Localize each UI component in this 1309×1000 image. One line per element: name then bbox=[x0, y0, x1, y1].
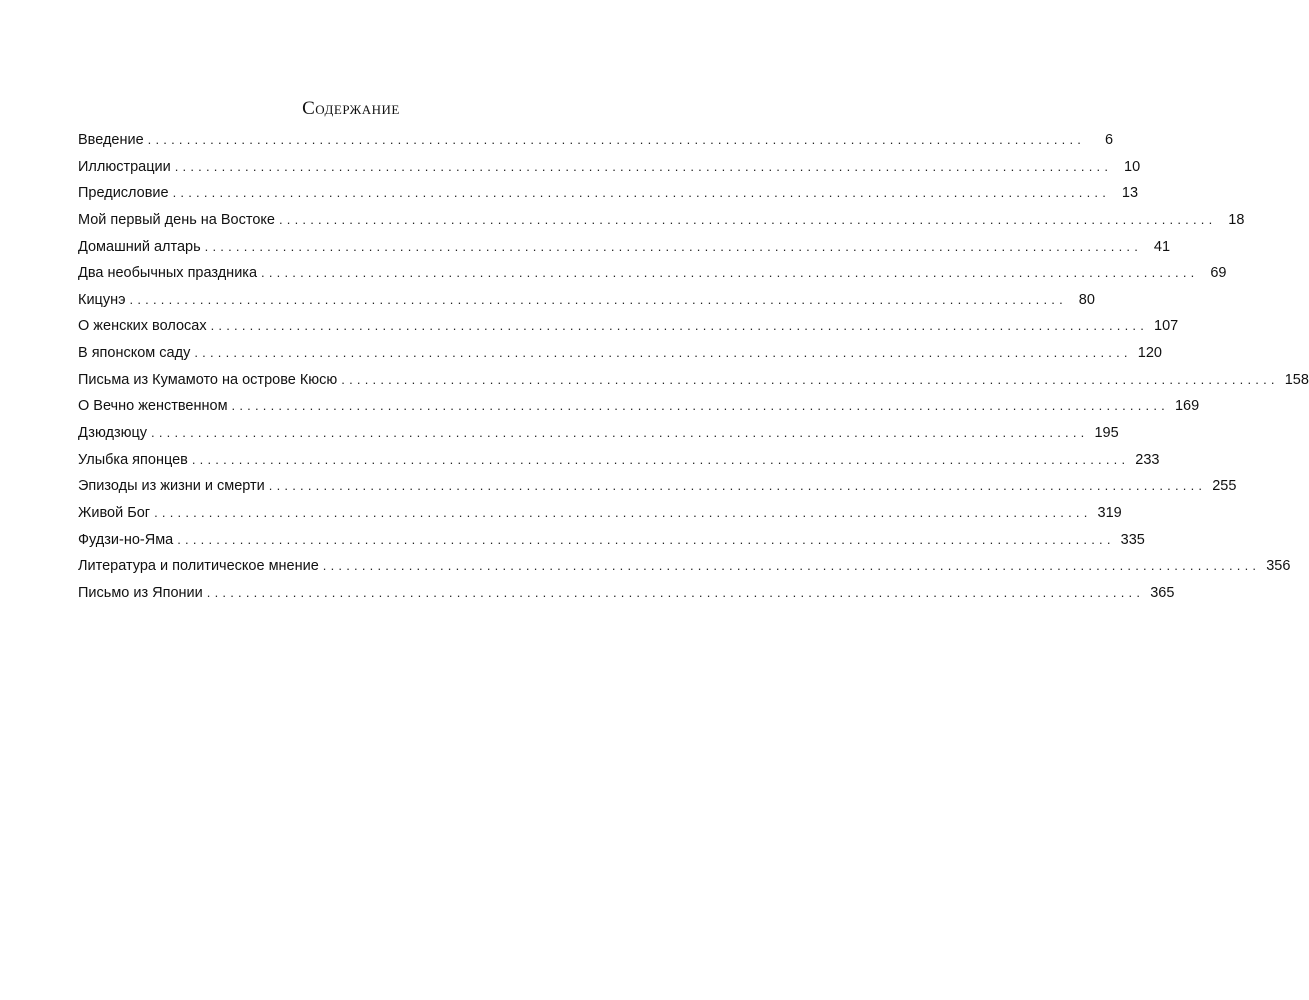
toc-page-number: 13 bbox=[1121, 185, 1139, 202]
toc-entry-title: Введение bbox=[78, 132, 144, 148]
toc-entry bbox=[78, 371, 1309, 399]
toc-entry bbox=[78, 584, 1175, 612]
toc-page-number: 365 bbox=[1150, 584, 1175, 601]
toc-dot-leader: ........................................................................................................................ bbox=[261, 265, 1199, 281]
toc-page-number: 6 bbox=[1105, 132, 1114, 148]
toc-page-number: 255 bbox=[1212, 478, 1237, 495]
toc-entry-title: Домашний алтарь bbox=[78, 238, 201, 255]
toc-entry bbox=[78, 318, 1179, 345]
toc-page-number: 356 bbox=[1266, 558, 1291, 575]
toc-entry bbox=[78, 238, 1171, 266]
toc-page-number: 69 bbox=[1210, 265, 1227, 282]
toc-entry-title: Улыбка японцев bbox=[78, 451, 188, 468]
toc-entry bbox=[78, 211, 1245, 239]
toc-dot-leader: ........................................................................................................................ bbox=[172, 185, 1111, 201]
toc-entry bbox=[78, 531, 1145, 559]
toc-page-number: 169 bbox=[1174, 398, 1200, 415]
toc-dot-leader: ........................................................................................................................ bbox=[174, 158, 1113, 174]
toc-page-number: 80 bbox=[1078, 291, 1095, 308]
toc-entry bbox=[78, 158, 1141, 186]
toc-dot-leader: ........................................................................................................................ bbox=[147, 132, 1086, 147]
toc-entry-title: В японском саду bbox=[78, 345, 191, 362]
toc-page-number: 41 bbox=[1153, 238, 1171, 255]
toc-entry bbox=[78, 185, 1139, 212]
toc-entry bbox=[78, 265, 1227, 292]
toc-entry bbox=[78, 478, 1237, 505]
toc-list bbox=[78, 132, 1309, 612]
toc-dot-leader: ........................................................................................................................ bbox=[151, 425, 1089, 441]
toc-entry-title: О Вечно женственном bbox=[78, 398, 228, 415]
toc-page-number: 233 bbox=[1135, 451, 1160, 468]
toc-entry-title: Литература и политическое мнение bbox=[78, 558, 319, 575]
toc-dot-leader: ........................................................................................................................ bbox=[268, 478, 1207, 494]
toc-page-number: 120 bbox=[1137, 345, 1162, 362]
toc-page-number: 319 bbox=[1097, 504, 1122, 521]
toc-entry-title: О женских волосах bbox=[78, 318, 207, 335]
toc-entry-title: Фудзи-но-Яма bbox=[78, 531, 174, 548]
toc-entry-title: Мой первый день на Востоке bbox=[78, 211, 275, 228]
toc-entry-title: Живой Бог bbox=[78, 504, 151, 521]
toc-dot-leader: ........................................................................................................................ bbox=[278, 211, 1217, 227]
toc-page-number: 10 bbox=[1124, 158, 1141, 175]
toc-entry-title: Письмо из Японии bbox=[78, 584, 203, 601]
toc-page-number: 195 bbox=[1094, 425, 1119, 442]
toc-page-number: 335 bbox=[1120, 531, 1145, 548]
toc-dot-leader: ........................................................................................................................ bbox=[177, 531, 1115, 547]
toc-entry-title: Дзюдзюцу bbox=[78, 425, 148, 442]
toc-entry-title: Эпизоды из жизни и смерти bbox=[78, 478, 265, 495]
toc-dot-leader: ........................................................................................................................ bbox=[322, 558, 1261, 574]
toc-entry bbox=[78, 132, 1114, 159]
toc-entry bbox=[78, 425, 1119, 452]
toc-dot-leader: ........................................................................................................................ bbox=[204, 238, 1143, 254]
toc-page-number: 18 bbox=[1228, 211, 1245, 228]
toc-entry-title: Кицунэ bbox=[78, 291, 126, 308]
toc-entry bbox=[78, 291, 1095, 319]
toc-page-number: 158 bbox=[1284, 371, 1309, 388]
toc-entry bbox=[78, 398, 1200, 425]
toc-entry bbox=[78, 451, 1160, 479]
toc-entry-title: Два необычных праздника bbox=[78, 265, 258, 282]
toc-dot-leader: ........................................................................................................................ bbox=[191, 451, 1130, 467]
toc-dot-leader: ........................................................................................................................ bbox=[206, 584, 1145, 600]
toc-page-number: 107 bbox=[1154, 318, 1179, 335]
toc-entry-title: Иллюстрации bbox=[78, 158, 171, 175]
toc-entry bbox=[78, 504, 1122, 532]
toc-dot-leader: ........................................................................................................................ bbox=[210, 318, 1149, 334]
toc-dot-leader: ........................................................................................................................ bbox=[129, 291, 1067, 307]
toc-heading: Содержание bbox=[302, 98, 400, 119]
toc-dot-leader: ........................................................................................................................ bbox=[341, 371, 1279, 387]
toc-entry bbox=[78, 558, 1291, 585]
toc-entry-title: Предисловие bbox=[78, 185, 169, 202]
toc-entry-title: Письма из Кумамото на острове Кюсю bbox=[78, 371, 338, 388]
toc-dot-leader: ........................................................................................................................ bbox=[231, 398, 1169, 414]
toc-dot-leader: ........................................................................................................................ bbox=[194, 345, 1132, 361]
toc-dot-leader: ........................................................................................................................ bbox=[154, 504, 1092, 520]
toc-entry bbox=[78, 345, 1162, 372]
